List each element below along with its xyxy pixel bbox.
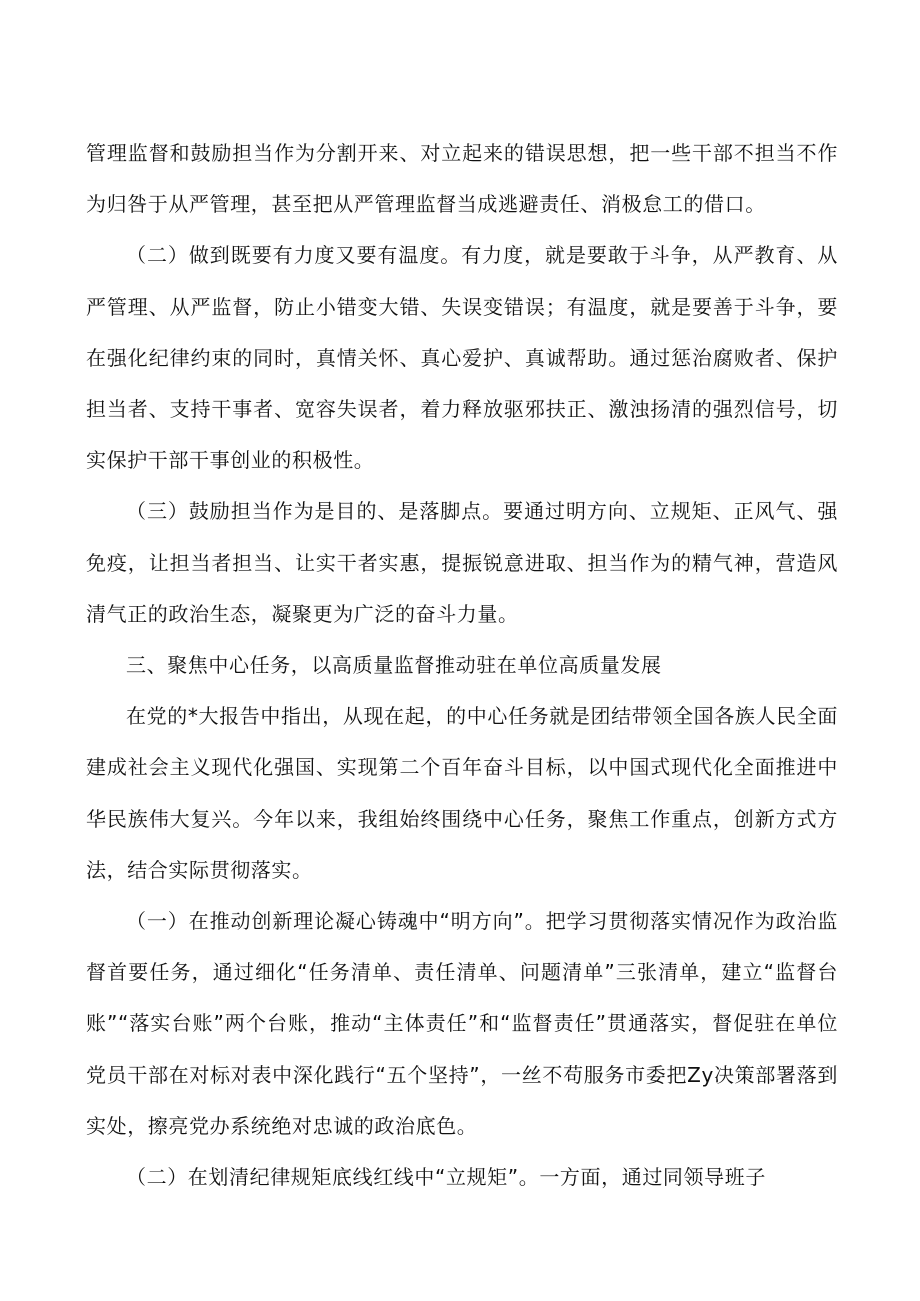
document-body xyxy=(86,128,838,1203)
paragraph-continuation: 管理监督和鼓励担当作为分割开来、对立起来的错误思想，把一些干部不担当不作为归咎于从严管理，甚至把从严管理监督当成逃避责任、消极怠工的借口。 xyxy=(86,141,838,217)
paragraph-section-3-intro: 在党的*大报告中指出，从现在起，的中心任务就是团结带领全国各族人民全面建成社会主义现代化强国、实现第二个百年奋斗目标，以中国式现代化全面推进中华民族伟大复兴。今年以来，我组始终围绕中心任务，聚焦工作重点，创新方式方法，结合实际贯彻落实。 xyxy=(86,704,838,882)
paragraph-section-3-item-1: （一）在推动创新理论凝心铸魂中“明方向”。把学习贯彻落实情况作为政治监督首要任务，通过细化“任务清单、责任清单、问题清单”三张清单，建立“监督台账”“落实台账”两个台账，推动“主体责任”和“监督责任”贯通落实，督促驻在单位党员干部在对标对表中深化践行“五个坚持”，一丝不苟服务市委把Zy决策部署落到实处，擦亮党办系统绝对忠诚的政治底色。 xyxy=(86,909,838,1138)
section-heading-3: 三、聚焦中心任务，以高质量监督推动驻在单位高质量发展 xyxy=(126,653,662,678)
paragraph-section-2-item-3: （三）鼓励担当作为是目的、是落脚点。要通过明方向、立规矩、正风气、强免疫，让担当者担当、让实干者实惠，提振锐意进取、担当作为的精气神，营造风清气正的政治生态，凝聚更为广泛的奋斗力量。 xyxy=(86,499,838,626)
paragraph-section-3-item-2: （二）在划清纪律规矩底线红线中“立规矩”。一方面，通过同领导班子 xyxy=(126,1165,766,1190)
paragraph-section-2-item-2: （二）做到既要有力度又要有温度。有力度，就是要敢于斗争，从严教育、从严管理、从严监督，防止小错变大错、失误变错误；有温度，就是要善于斗争，要在强化纪律约束的同时，真情关怀、真心爱护、真诚帮助。通过惩治腐败者、保护担当者、支持干事者、宽容失误者，着力释放驱邪扶正、激浊扬清的强烈信号，切实保护干部干事创业的积极性。 xyxy=(86,243,838,473)
